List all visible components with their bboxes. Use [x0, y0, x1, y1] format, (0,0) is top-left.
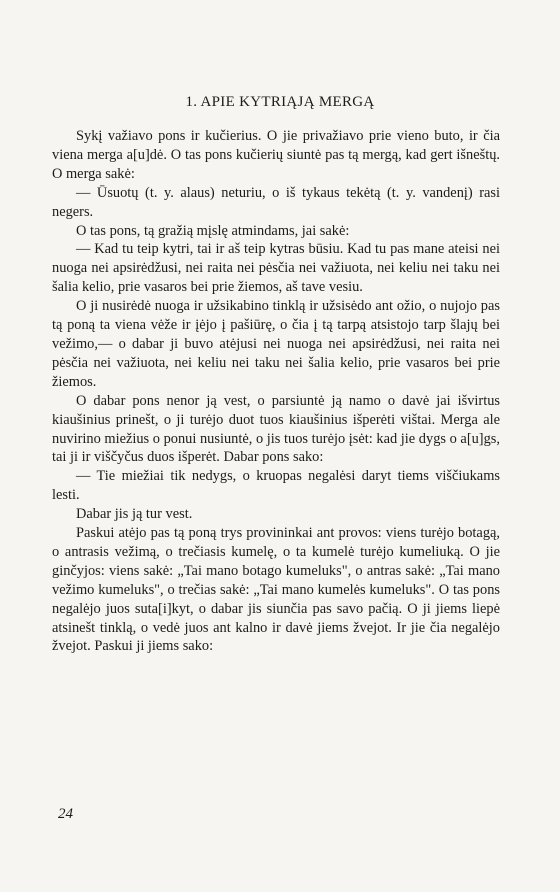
story-title: 1. APIE KYTRIĄJĄ MERGĄ [185, 94, 375, 110]
paragraph: Sykį važiavo pons ir kučierius. O jie privažiavo prie vieno buto, ir čia viena merga a[u]dė. O tas pons kučierių siuntė pas tą mergą, kad gert išneštų. O merga sakė: [52, 128, 500, 182]
paragraph: Dabar jis ją tur vest. [76, 506, 193, 523]
paragraph: Paskui atėjo pas tą poną trys provininkai ant provos: viens turėjo botagą, o antrasis vežimą, o trečiasis kumelę, o ta kumelė turėjo kumeliuką. O jie ginčyjos: viens sakė: „Tai mano botago kumeluks", o antras sakė: „Tai mano vežimo kumeluks", o trečias sakė: „Tai mano kumelės kumeluks". O tas pons negalėjo juos suta[i]kyt, o dabar jis siunčia pas savo pačią. O ji jiems liepė atsinešt tinklą, o vedė juos ant kalno ir davė jiems žvejot. Ir jie čia negalėjo žvejot. Paskui ji jiems sako: [52, 525, 500, 655]
story-body [52, 127, 500, 656]
paragraph: — Ūsuotų (t. y. alaus) neturiu, o iš tykaus tekėtą (t. y. vandenį) rasi negers. [52, 184, 500, 220]
paragraph: — Tie miežiai tik nedygs, o kruopas negalėsi daryt tiems viščiukams lesti. [52, 468, 500, 504]
page-number: 24 [58, 806, 73, 822]
paragraph: O ji nusirėdė nuoga ir užsikabino tinklą ir užsisėdo ant ožio, o nujojo pas tą poną ta viena vėže ir įėjo į pašiūrę, o čia į tą tarpą atsistojo tarp šlajų bei vežimo,— o dabar ji buvo atėjusi nei nuoga nei apsirėdžusi, nei raita nei pėsčia nei važiuota, nei keliu nei taku nei šalia kelio, prie vasaros bei prie žiemos. [52, 298, 500, 390]
paragraph: O dabar pons nenor ją vest, o parsiuntė ją namo o davė jai išvirtus kiaušinius prinešt, o ji turėjo duot tuos kiaušinius išperėti vištai. Merga ale nuvirino miežius o ponui nusiuntė, o jis tuos turėjo įsėt: kad jie dygs o a[u]gs, tai ji ir viščyčus duos išperėt. Dabar pons sako: [52, 392, 500, 466]
paragraph: O tas pons, tą gražią mįslę atmindams, jai sakė: [76, 222, 350, 239]
paragraph: — Kad tu teip kytri, tai ir aš teip kytras būsiu. Kad tu pas mane ateisi nei nuoga nei apsirėdžusi, nei raita nei pėsčia nei važiuota, nei keliu nei taku nei šalia kelio, prie vasaros bei prie žiemos, aš tave vesiu. [52, 241, 500, 296]
